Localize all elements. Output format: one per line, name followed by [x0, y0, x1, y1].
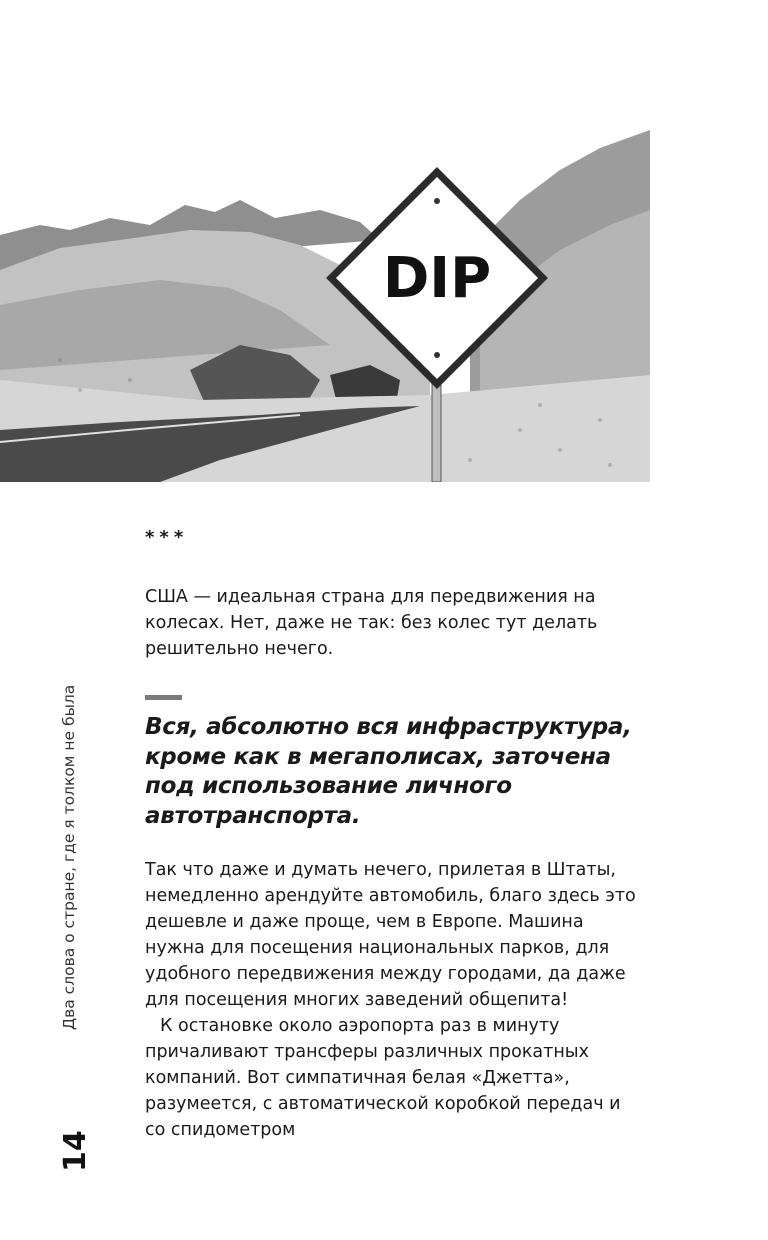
intro-paragraph: США — идеальная страна для передвижения на колесах. Нет, даже не так: без колес тут делать решительно нечего.: [145, 587, 598, 659]
body-text: [145, 857, 645, 1143]
body-paragraph: К остановке около аэропорта раз в минуту причаливают трансферы различных прокатных компаний. Вот симпатичная белая «Джетта», разумеется, с автоматической коробкой передач и со спидометром: [145, 1016, 621, 1140]
page-number: 14: [58, 1130, 93, 1172]
quote-dash: [145, 695, 182, 700]
pull-quote: Вся, абсолютно вся инфраструктура, кроме как в мегаполисах, заточена под использование личного автотранспорта.: [145, 714, 632, 829]
desert-road-photo: [0, 130, 650, 482]
section-separator: ***: [145, 527, 189, 548]
body-paragraph: Так что даже и думать нечего, прилетая в Штаты, немедленно арендуйте автомобиль, благо здесь это дешевле и даже проще, чем в Европе. Машина нужна для посещения национальных парков, для удобного передвижения между городами, да даже для посещения многих заведений общепита!: [145, 860, 636, 1010]
sign-text: DIP: [382, 246, 492, 311]
running-head: Два слова о стране, где я толком не была: [60, 684, 78, 1030]
